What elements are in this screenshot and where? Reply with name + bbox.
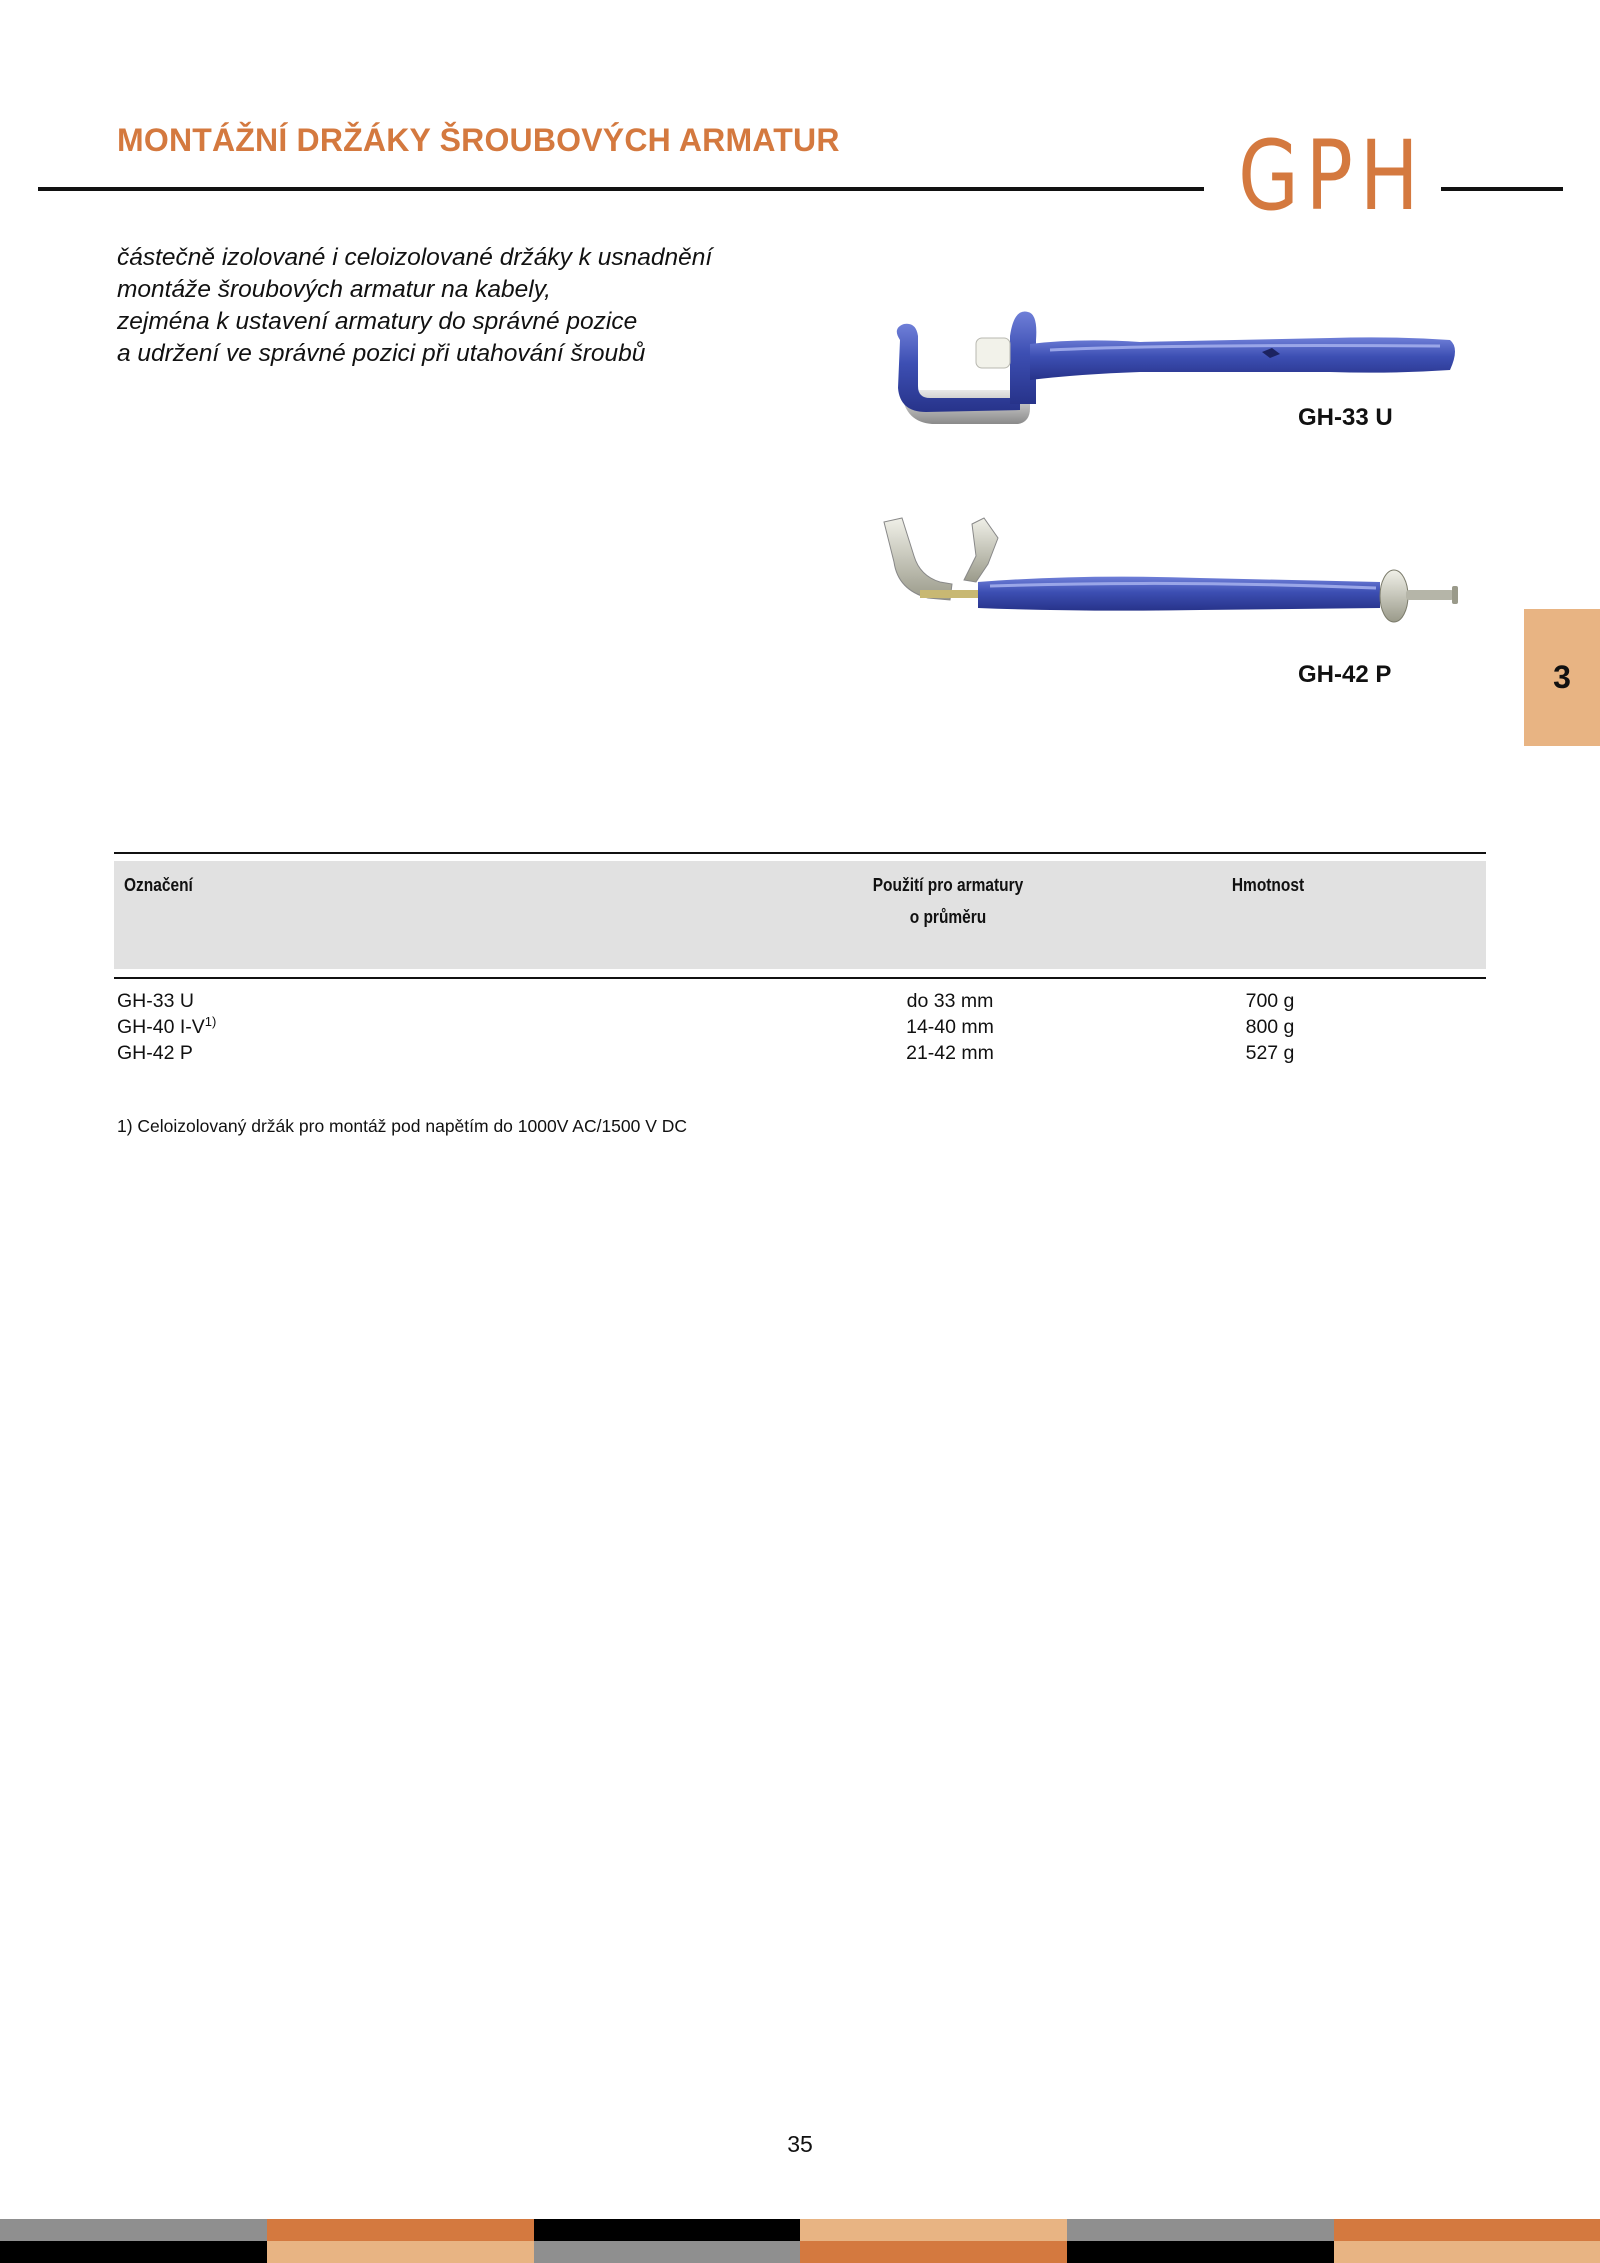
chapter-tab: 3 <box>1524 609 1600 746</box>
table-cell-weight: 800 g <box>1245 1016 1295 1038</box>
footnote: 1) Celoizolovaný držák pro montáž pod napětím do 1000V AC/1500 V DC <box>117 1116 688 1136</box>
table-cell-name <box>117 1040 193 1066</box>
table-header-rule <box>114 977 1486 979</box>
table-cell-weight: 700 g <box>1245 990 1295 1012</box>
table-header-diameter <box>862 869 1034 933</box>
table-top-rule <box>114 852 1486 854</box>
intro-line: a udržení ve správné pozici při utahování šroubů <box>117 340 646 367</box>
intro-text <box>117 242 712 370</box>
header-rule-right <box>1441 187 1563 191</box>
table-header-weight: Hmotnost <box>1231 875 1305 895</box>
stripe-segment <box>267 2219 534 2241</box>
stripe-segment <box>534 2241 800 2263</box>
table-cell-name <box>117 1014 216 1040</box>
stripe-segment <box>0 2219 267 2241</box>
table-cell-diameter: do 33 mm <box>906 990 994 1012</box>
footer-color-stripes <box>0 2219 1600 2263</box>
intro-line: částečně izolované i celoizolované držáky k usnadnění <box>117 244 713 271</box>
table-cell-diameter: 14-40 mm <box>906 1016 994 1038</box>
stripe-segment <box>0 2241 267 2263</box>
stripe-segment <box>1067 2219 1334 2241</box>
table-cell-name <box>117 988 194 1014</box>
stripe-segment <box>800 2241 1067 2263</box>
intro-line: zejména k ustavení armatury do správné pozice <box>117 308 638 335</box>
page-number: 35 <box>787 2131 813 2157</box>
stripe-segment <box>534 2219 800 2241</box>
table-cell-name-text: GH-42 P <box>117 1042 193 1064</box>
footnote-marker: 1) <box>204 1014 217 1029</box>
product-label: GH-33 U <box>1298 404 1393 431</box>
table-cell-diameter: 21-42 mm <box>906 1042 994 1064</box>
table-cell-name-text: GH-40 I-V <box>117 1016 205 1038</box>
table-header-diameter-line: o průměru <box>909 907 987 927</box>
product-image-gh-42-p <box>880 512 1460 632</box>
intro-line: montáže šroubových armatur na kabely, <box>117 276 551 303</box>
table-cell-weight: 527 g <box>1245 1042 1295 1064</box>
brand-logo: GPH <box>1238 120 1426 232</box>
stripe-segment <box>267 2241 534 2263</box>
header-rule-left <box>38 187 1204 191</box>
table-cell-name-text: GH-33 U <box>117 990 194 1012</box>
stripe-segment <box>1334 2241 1600 2263</box>
stripe-segment <box>1334 2219 1600 2241</box>
stripe-segment <box>800 2219 1067 2241</box>
table-header-diameter-line: Použití pro armatury <box>872 875 1024 895</box>
stripe-segment <box>1067 2241 1334 2263</box>
page-title: MONTÁŽNÍ DRŽÁKY ŠROUBOVÝCH ARMATUR <box>117 122 840 158</box>
table-header-name: Označení <box>124 875 193 895</box>
product-label: GH-42 P <box>1298 661 1392 688</box>
